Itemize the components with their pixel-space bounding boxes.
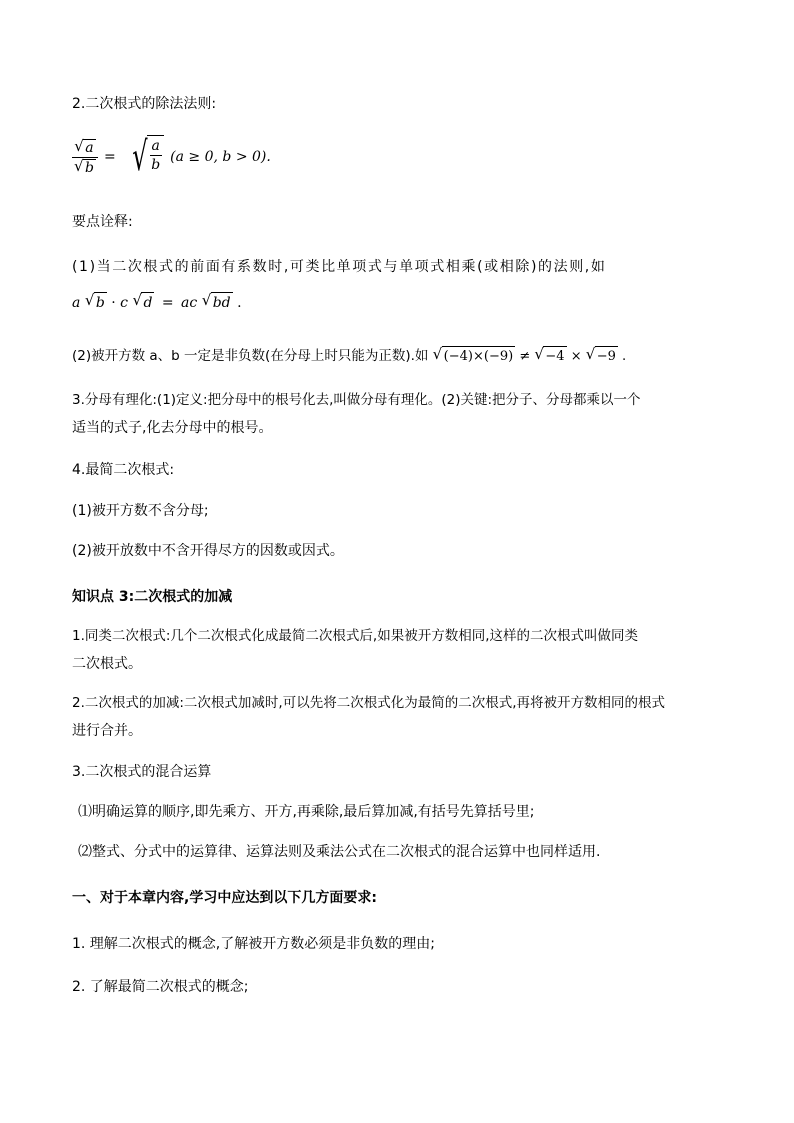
simplest-radical-heading: 4.最简二次根式:	[72, 462, 175, 478]
rationalize-line-1: 3.分母有理化:(1)定义:把分母中的根号化去,叫做分母有理化。(2)关键:把分子、分母都乘以一个	[72, 392, 641, 408]
requirement-item-1: 1. 理解二次根式的概念,了解被开方数必须是非负数的理由;	[72, 936, 435, 952]
lhs-fraction: √ a √ b	[72, 139, 98, 176]
mixed-operations-item-1: ⑴明确运算的顺序,即先乘方、开方,再乘除,最后算加减,有括号先算括号里;	[78, 804, 535, 820]
mixed-operations-item-2: ⑵整式、分式中的运算律、运算法则及乘法公式在二次根式的混合运算中也同样适用.	[78, 844, 601, 860]
knowledge-point-3-title: 知识点 3:二次根式的加减	[72, 589, 233, 605]
note-item-1: (1)当二次根式的前面有系数时,可类比单项式与单项式相乘(或相除)的法则,如	[72, 259, 607, 275]
rationalize-line-2: 适当的式子,化去分母中的根号。	[72, 420, 273, 436]
mixed-operations-heading: 3.二次根式的混合运算	[72, 764, 212, 780]
like-radicals-line-2: 二次根式。	[72, 656, 142, 672]
radical-addition-line-1: 2.二次根式的加减:二次根式加减时,可以先将二次根式化为最简的二次根式,再将被开方数相同的根式	[72, 695, 666, 711]
requirement-item-2: 2. 了解最简二次根式的概念;	[72, 979, 249, 995]
notes-title: 要点诠释:	[72, 214, 133, 230]
simplest-radical-item-1: (1)被开方数不含分母;	[72, 503, 209, 519]
note-item-2-formula: √ (−4)×(−9) ≠ √ −4 × √ −9 .	[433, 349, 627, 364]
note-item-2: (2)被开方数 a、b 一定是非负数(在分母上时只能为正数).如 √ (−4)×(−9) ≠ √ −4 × √ −9 .	[72, 346, 626, 367]
like-radicals-line-1: 1.同类二次根式:几个二次根式化成最简二次根式后,如果被开方数相同,这样的二次根式叫做同类	[72, 628, 639, 644]
requirements-title: 一、对于本章内容,学习中应达到以下几方面要求:	[72, 890, 377, 906]
simplest-radical-item-2: (2)被开放数中不含开得尽方的因数或因式。	[72, 543, 344, 559]
formula-condition: (a ≥ 0, b > 0).	[170, 149, 271, 165]
division-rule-heading: 2.二次根式的除法法则:	[72, 96, 217, 112]
equals-sign: =	[103, 149, 116, 165]
division-rule-formula	[72, 135, 271, 179]
radical-addition-line-2: 进行合并。	[72, 723, 142, 739]
rhs-root-fraction: √ $\frac{a}{b}$	[122, 135, 164, 179]
note-item-1-formula: a √ b · c √ d = ac √ bd .	[72, 292, 242, 313]
